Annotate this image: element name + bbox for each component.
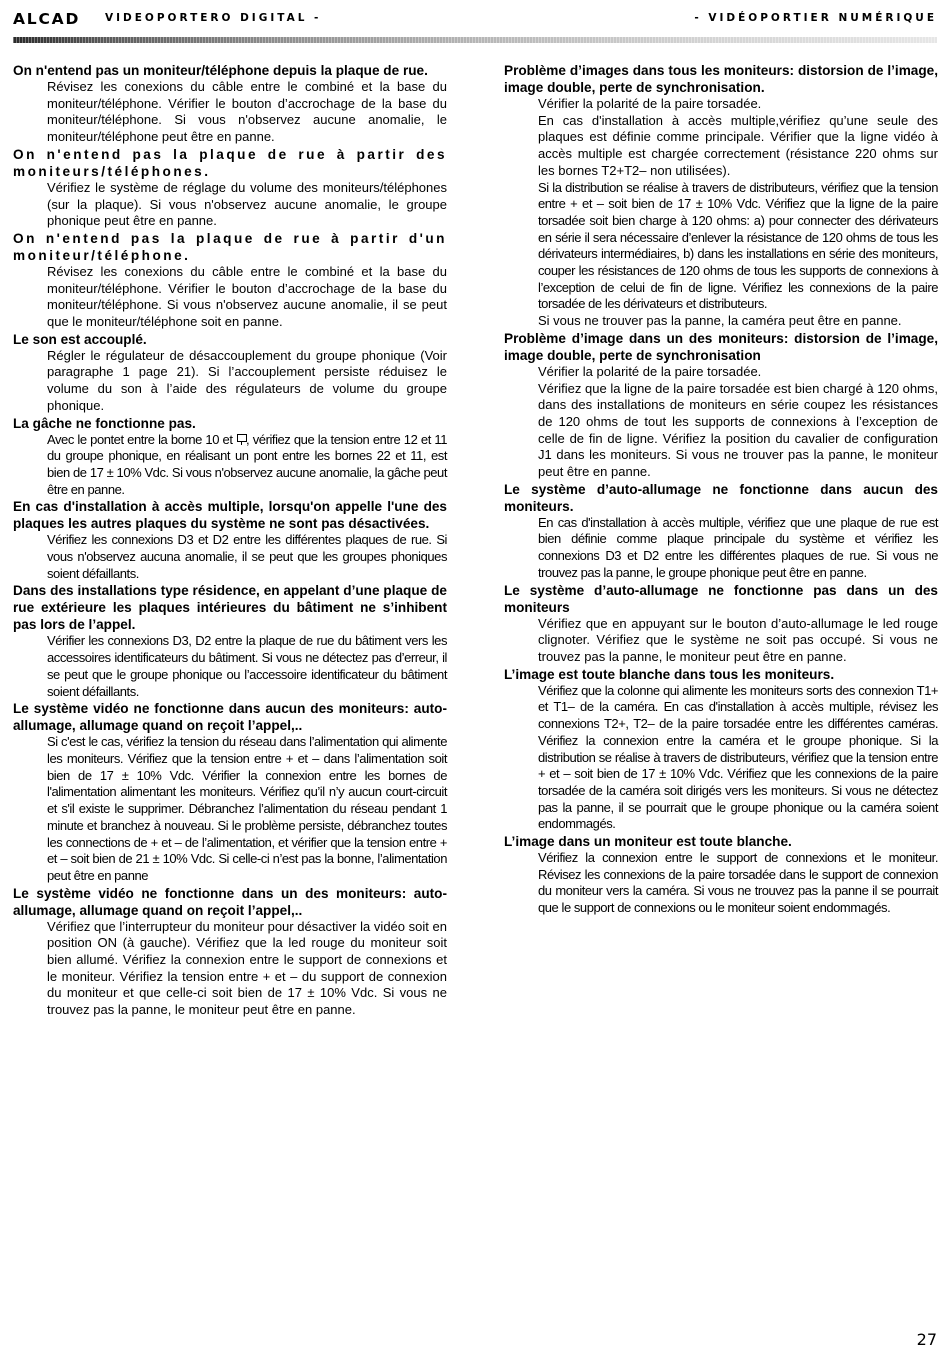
section-heading: Problème d’images dans tous les moniteurs: distorsion de l’image, image double, perte de synchronisation. (504, 63, 938, 95)
section-paragraph: Vérifiez la connexion entre le support de connexions et le moniteur. Révisez les connexions de la paire torsadée dans le support de connexion du moniteur vers la caméra. Si vous ne trouvez pas la panne il se pourrait que le support de connexions ou le moniteur soient endommagés. (538, 850, 938, 916)
section-heading: L’image est toute blanche dans tous les moniteurs. (504, 666, 835, 682)
section-paragraph: En cas d'installation à accès multiple,vérifiez qu’une seule des plaques est définie comme principale. Vérifier que la ligne vidéo à accès multiple est chargée correctement (résistance 220 ohms sur les bornes T2+T2– non utilisées). (538, 112, 938, 178)
section-heading: Le système d’auto-allumage ne fonctionne dans aucun des moniteurs. (504, 481, 938, 514)
section-body: Vérifiez les connexions D3 et D2 entre les différentes plaques de rue. Si vous n'observez aucuna anomalie, il se peut que les groupes phoniques soient défaillants. (47, 532, 447, 581)
left-column (13, 62, 447, 1019)
troubleshoot-section (504, 833, 938, 917)
troubleshoot-section (504, 666, 938, 833)
section-body: Vérifier les connexions D3, D2 entre la plaque de rue du bâtiment vers les accessoires identificateurs du bâtiment. Si vous ne détectez pas d’erreur, il se peut que le groupe phonique ou l’accessoire identificateur du bâtiment soient défaillants. (47, 633, 447, 699)
troubleshoot-section (13, 146, 447, 230)
header-rule (13, 37, 937, 43)
section-body: Vérifiez que l’interrupteur du moniteur pour désactiver la vidéo soit en position ON (à gauche). Vérifiez que la led rouge du moniteur soit bien allumé. Vérifiez la connexion entre le support de connexions et le moniteur. Vérifiez la tension entre + et – du support de connexion du moniteur et que celle-ci soit bien de 17 ± 10% Vdc. Si vous ne trouvez pas la panne, le moniteur peut être en panne. (47, 918, 447, 1018)
troubleshoot-section (13, 498, 447, 582)
brand-logo: ALCAD (13, 10, 81, 28)
header-title-spanish: VIDEOPORTERO DIGITAL - (105, 12, 322, 24)
page-number: 27 (916, 1330, 937, 1349)
section-heading: Le système vidéo ne fonctionne dans aucun des moniteurs: auto-allumage, allumage quand on reçoit l’appel,.. (13, 701, 447, 734)
ground-terminal-icon (236, 434, 246, 445)
troubleshoot-section (13, 62, 447, 146)
section-body: Révisez les conexions du câble entre le combiné et la base du moniteur/téléphone. Vérifier le bouton d’accrochage de la base du moniteur/téléphone. Si vous n'observez aucune anomalie, il se peut que le moniteur/téléphone soit en panne. (47, 263, 447, 330)
section-body (47, 432, 447, 499)
troubleshoot-section (13, 415, 447, 499)
section-paragraph: Vérifiez que en appuyant sur le bouton d’auto-allumage le led rouge clignoter. Vérifiez que le système ne soit pas occupé. Si vous ne trouvez pas la panne, le moniteur peut être en panne. (538, 615, 938, 664)
section-heading: On n'entend pas la plaque de rue à partir des moniteurs/téléphones. (13, 146, 447, 179)
section-body: Vérifiez le système de réglage du volume des moniteurs/téléphones (sur la plaque). Si vous n'observez aucune anomalie, le groupe phonique peut être en panne. (47, 179, 447, 229)
right-column (504, 62, 938, 917)
troubleshoot-section (504, 582, 938, 666)
section-heading: Problème d’image dans un des moniteurs: distorsion de l’image, image double, perte de synchronisation (504, 330, 938, 363)
section-heading: Dans des installations type résidence, en appelant d’une plaque de rue extérieure les plaques intérieures du bâtiment ne s’inhibent pas lors de l’appel. (13, 583, 447, 633)
section-body: Révisez les conexions du câble entre le combiné et la base du moniteur/téléphone. Vérifier le bouton d’accrochage de la base du moniteur/téléphone. Si vous n'observez aucune anomalie, le moniteur/téléphone peut être en panne. (47, 79, 447, 145)
section-heading: La gâche ne fonctionne pas. (13, 415, 196, 431)
troubleshoot-section (13, 885, 447, 1019)
section-heading: Le système d’auto-allumage ne fonctionne pas dans un des moniteurs (504, 582, 938, 615)
section-paragraph: Vérifiez que la colonne qui alimente les moniteurs sorts des connexion T1+ et T1– de la caméra. En cas d'installation à accès multiple, révisez les connexions T2+, T2– de la paire torsadée entre les différentes caméras. Vérifiez la connexion entre la caméra et le groupe phonique. Si la distribution se réalise à travers de distributeurs, vérifiez que la tension entre + et – soit bien de 17 ± 10% Vdc. Vérifiez que les connexions de la paire torsadée de la caméra soit dirigés vers les moniteurs. Si vous ne détectez pas la panne, il se pourrait que le groupe phonique ou la caméra soient endommagés. (538, 682, 938, 832)
section-heading: En cas d'installation à accès multiple, lorsqu'on appelle l'une des plaques les autres plaques du système ne sont pas désactivées. (13, 499, 447, 532)
troubleshoot-section (504, 330, 938, 481)
section-paragraph: Si vous ne trouver pas la panne, la caméra peut être en panne. (538, 313, 902, 329)
section-body: Si c'est le cas, vérifiez la tension du réseau dans l’alimentation qui alimente les moniteurs. Vérifiez que la tension entre + et – dans l’alimentation soit bien de 17 ± 10% Vdc. Vérifier la connexion entre les bornes de l'alimentation alimentant les moniteurs. Vérifiez qu’il n’y aucun court-circuit et s'il existe le supprimer. Débranchez l’alimentation du réseau pendant 1 minute et branchez à nouveau. Si le problème persiste, débranchez toutes les connections de + et – de l’alimentation, et vérifier que la tension entre + et – soit bien de 21 ± 10% Vdc. Si celle-ci n’est pas la bonne, l’alimentation peut être en panne (47, 734, 447, 883)
section-heading: Le son est accouplé. (13, 331, 147, 347)
section-paragraph: Vérifier la polarité de la paire torsadée. (538, 96, 762, 111)
section-paragraph: Vérifiez que la ligne de la paire torsadée est bien chargé à 120 ohms, dans des installations de moniteurs en série coupez les résistances de 120 ohms de tout les supports de connexions à l’exception de celle de fin de ligne. Vérifiez la position du cavalier de configuration J1 dans les moniteurs. Si vous ne trouver pas la panne, le moniteur peut être en panne. (538, 380, 938, 480)
section-heading: Le système vidéo ne fonctionne dans un des moniteurs: auto-allumage, allumage quand on reçoit l’appel,.. (13, 885, 447, 918)
section-paragraph: Vérifier la polarité de la paire torsadée. (538, 363, 762, 379)
section-body: Régler le régulateur de désaccouplement du groupe phonique (Voir paragraphe 1 page 21). Si l’accouplement persiste réduisez le volume du son à l’aide des régulateurs de volume du groupe phonique. (47, 347, 447, 413)
troubleshoot-section (13, 700, 447, 884)
troubleshoot-section (504, 62, 938, 330)
troubleshoot-section (504, 481, 938, 582)
troubleshoot-section (13, 230, 447, 331)
section-heading: L’image dans un moniteur est toute blanche. (504, 834, 792, 850)
section-body-end: , vérifiez que la tension entre 12 et 11 du groupe phonique, en réalisant un pont entre les bornes 22 et 11, est bien de 17 ± 10% Vdc. Si vous n'observez aucune anomalie, la gâche peut être en panne. (47, 431, 447, 497)
troubleshoot-section (13, 582, 447, 700)
section-heading: On n'entend pas la plaque de rue à partir d'un moniteur/téléphone. (13, 230, 447, 263)
section-paragraph: Si la distribution se réalise à travers de distributeurs, vérifiez que la tension entre + et – soit bien de 17 ± 10% Vdc. Vérifiez que la ligne de la paire torsadée soit bien charge à 120 ohms: a) pour connecter des dérivateurs en série il sera nécessaire d’enlever la résistance de 120 ohms de tous les dérivateurs intermédiaires, b) dans les installations en série des moniteurs, couper les résistances de 120 ohms de tous les supports de connexions à l’exception de celui de fin de ligne. Vérifiez les connexions de la paire torsadée de les dérivateurs et distributeurs. (538, 179, 938, 312)
troubleshoot-section (13, 331, 447, 415)
section-paragraph: En cas d'installation à accès multiple, vérifiez que une plaque de rue est bien définie comme plaque principale du système et vérifiez les connexions D3 et D2 entre les différentes plaques de rue. Si vous ne trouvez pas la panne, le groupe phonique peut être en panne. (538, 514, 938, 580)
page-header (13, 10, 937, 30)
section-heading: On n'entend pas un moniteur/téléphone depuis la plaque de rue. (13, 63, 428, 78)
header-title-french: - VIDÉOPORTIER NUMÉRIQUE (694, 12, 937, 24)
section-body-start: Avec le pontet entre la borne 10 et (47, 431, 237, 447)
